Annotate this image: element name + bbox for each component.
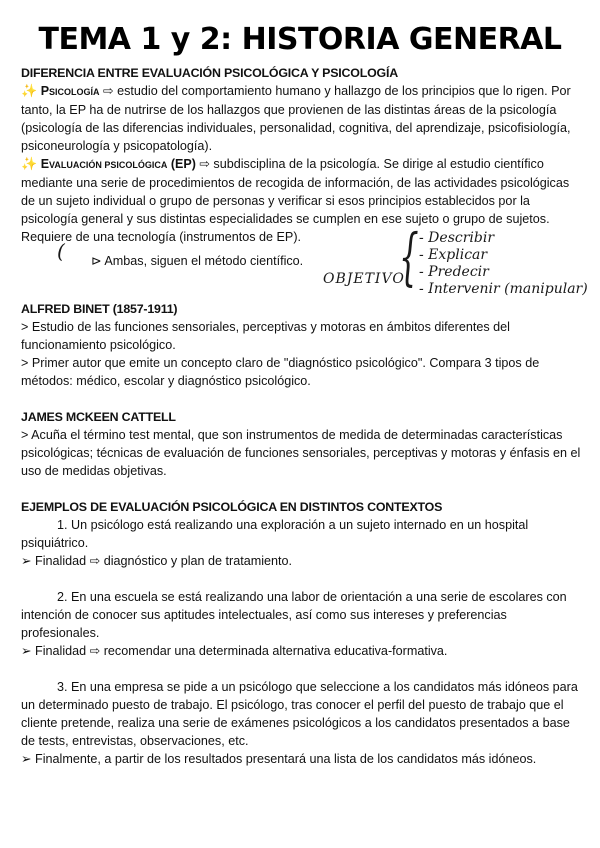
ep-text: subdisciplina de la psicología. Se dirige al estudio científico mediante una serie de procedimientos de recogida de información, de las actividades psicológicas de un sujeto individual o grupo de personas y verificar si esos principios establecidos por la psicología general y sus distintas especialidades se cumplen en ese sujeto o grupo de sujetos. Requiere de una tecnología (instrumentos de EP). (21, 157, 570, 244)
cattell-line: > Acuña el término test mental, que son instrumentos de medida de determinadas características psicológicas; técnicas de evaluación de funciones sensoriales, perceptivas y motoras y énfasis en el uso de medidas objetivas. (21, 428, 581, 478)
section-heading-cattell: JAMES MCKEEN CATTELL (21, 410, 176, 424)
ejemplo-finalidad: ➢ Finalidad ⇨ diagnóstico y plan de tratamiento. (21, 554, 293, 568)
arrow-icon: ⇨ (199, 157, 210, 171)
binet-line: > Estudio de las funciones sensoriales, perceptivas y motoras en ámbitos diferentes del funcionamiento psicológico. (21, 320, 510, 352)
handwritten-item: - Intervenir (manipular) (419, 281, 588, 297)
handwritten-paren: ( (57, 239, 65, 263)
handwritten-item: - Describir (419, 230, 495, 246)
section-heading-diferencia: DIFERENCIA ENTRE EVALUACIÓN PSICOLÓGICA Y PSICOLOGÍA (21, 66, 398, 80)
psicologia-text: estudio del comportamiento humano y hallazgo de los principios que lo rigen. Por tanto, la EP ha de nutrirse de los hallazgos que provienen de las distintas áreas de la psicología (psicología de las diferencias individuales, personalidad, cognitiva, del aprendizaje, psicofisiología, psiconeurología y psicopatología). (21, 84, 571, 153)
psicologia-term: PSICOLOGÍA (40, 84, 100, 98)
sparkle-icon: ✨ (21, 83, 38, 98)
handwritten-item: - Explicar (419, 247, 488, 263)
ejemplo-item: 2. En una escuela se está realizando una labor de orientación a una serie de escolares con intención de conocer sus aptitudes intelectuales, así como sus intereses y preferencias profesionales. (21, 590, 567, 640)
arrow-icon: ⇨ (103, 84, 114, 98)
handwritten-brace: { (399, 220, 419, 293)
handwritten-objetivo: OBJETIVO (323, 271, 405, 287)
psicologia-paragraph (21, 82, 581, 155)
handwritten-item: - Predecir (419, 264, 489, 280)
ejemplo-item: 3. En una empresa se pide a un psicólogo que seleccione a los candidatos más idóneos para un determinado puesto de trabajo. El psicólogo, tras conocer el perfil del puesto de trabajo que el cliente pretende, realiza una serie de exámenes psicológicos a los candidatos presentados a base de tests, entrevistas, observaciones, etc. (21, 680, 578, 748)
ejemplo-finalidad: ➢ Finalidad ⇨ recomendar una determinada alternativa educativa-formativa. (21, 644, 448, 658)
triangle-arrow-icon: ⊳ (91, 254, 102, 268)
section-heading-binet: ALFRED BINET (1857-1911) (21, 302, 178, 316)
handwritten-objetivo-list (419, 230, 588, 298)
ejemplo-finalidad: ➢ Finalmente, a partir de los resultados presentará una lista de los candidatos más idóneos. (21, 752, 537, 766)
document-body (21, 64, 588, 768)
ejemplo-item: 1. Un psicólogo está realizando una exploración a un sujeto internado en un hospital psiquiátrico. (21, 518, 529, 550)
section-heading-ejemplos: EJEMPLOS DE EVALUACIÓN PSICOLÓGICA EN DISTINTOS CONTEXTOS (21, 500, 443, 514)
ep-term: EVALUACIÓN PSICOLÓGICA (EP) (40, 157, 196, 171)
binet-line: > Primer autor que emite un concepto claro de "diagnóstico psicológico". Compara 3 tipos de métodos: médico, escolar y diagnóstico psicológico. (21, 356, 540, 388)
ambas-note: ⊳ Ambas, siguen el método científico. (91, 254, 304, 268)
sparkle-icon: ✨ (21, 156, 38, 171)
ambas-row (21, 220, 588, 300)
page-title: TEMA 1 y 2: HISTORIA GENERAL (38, 22, 562, 57)
